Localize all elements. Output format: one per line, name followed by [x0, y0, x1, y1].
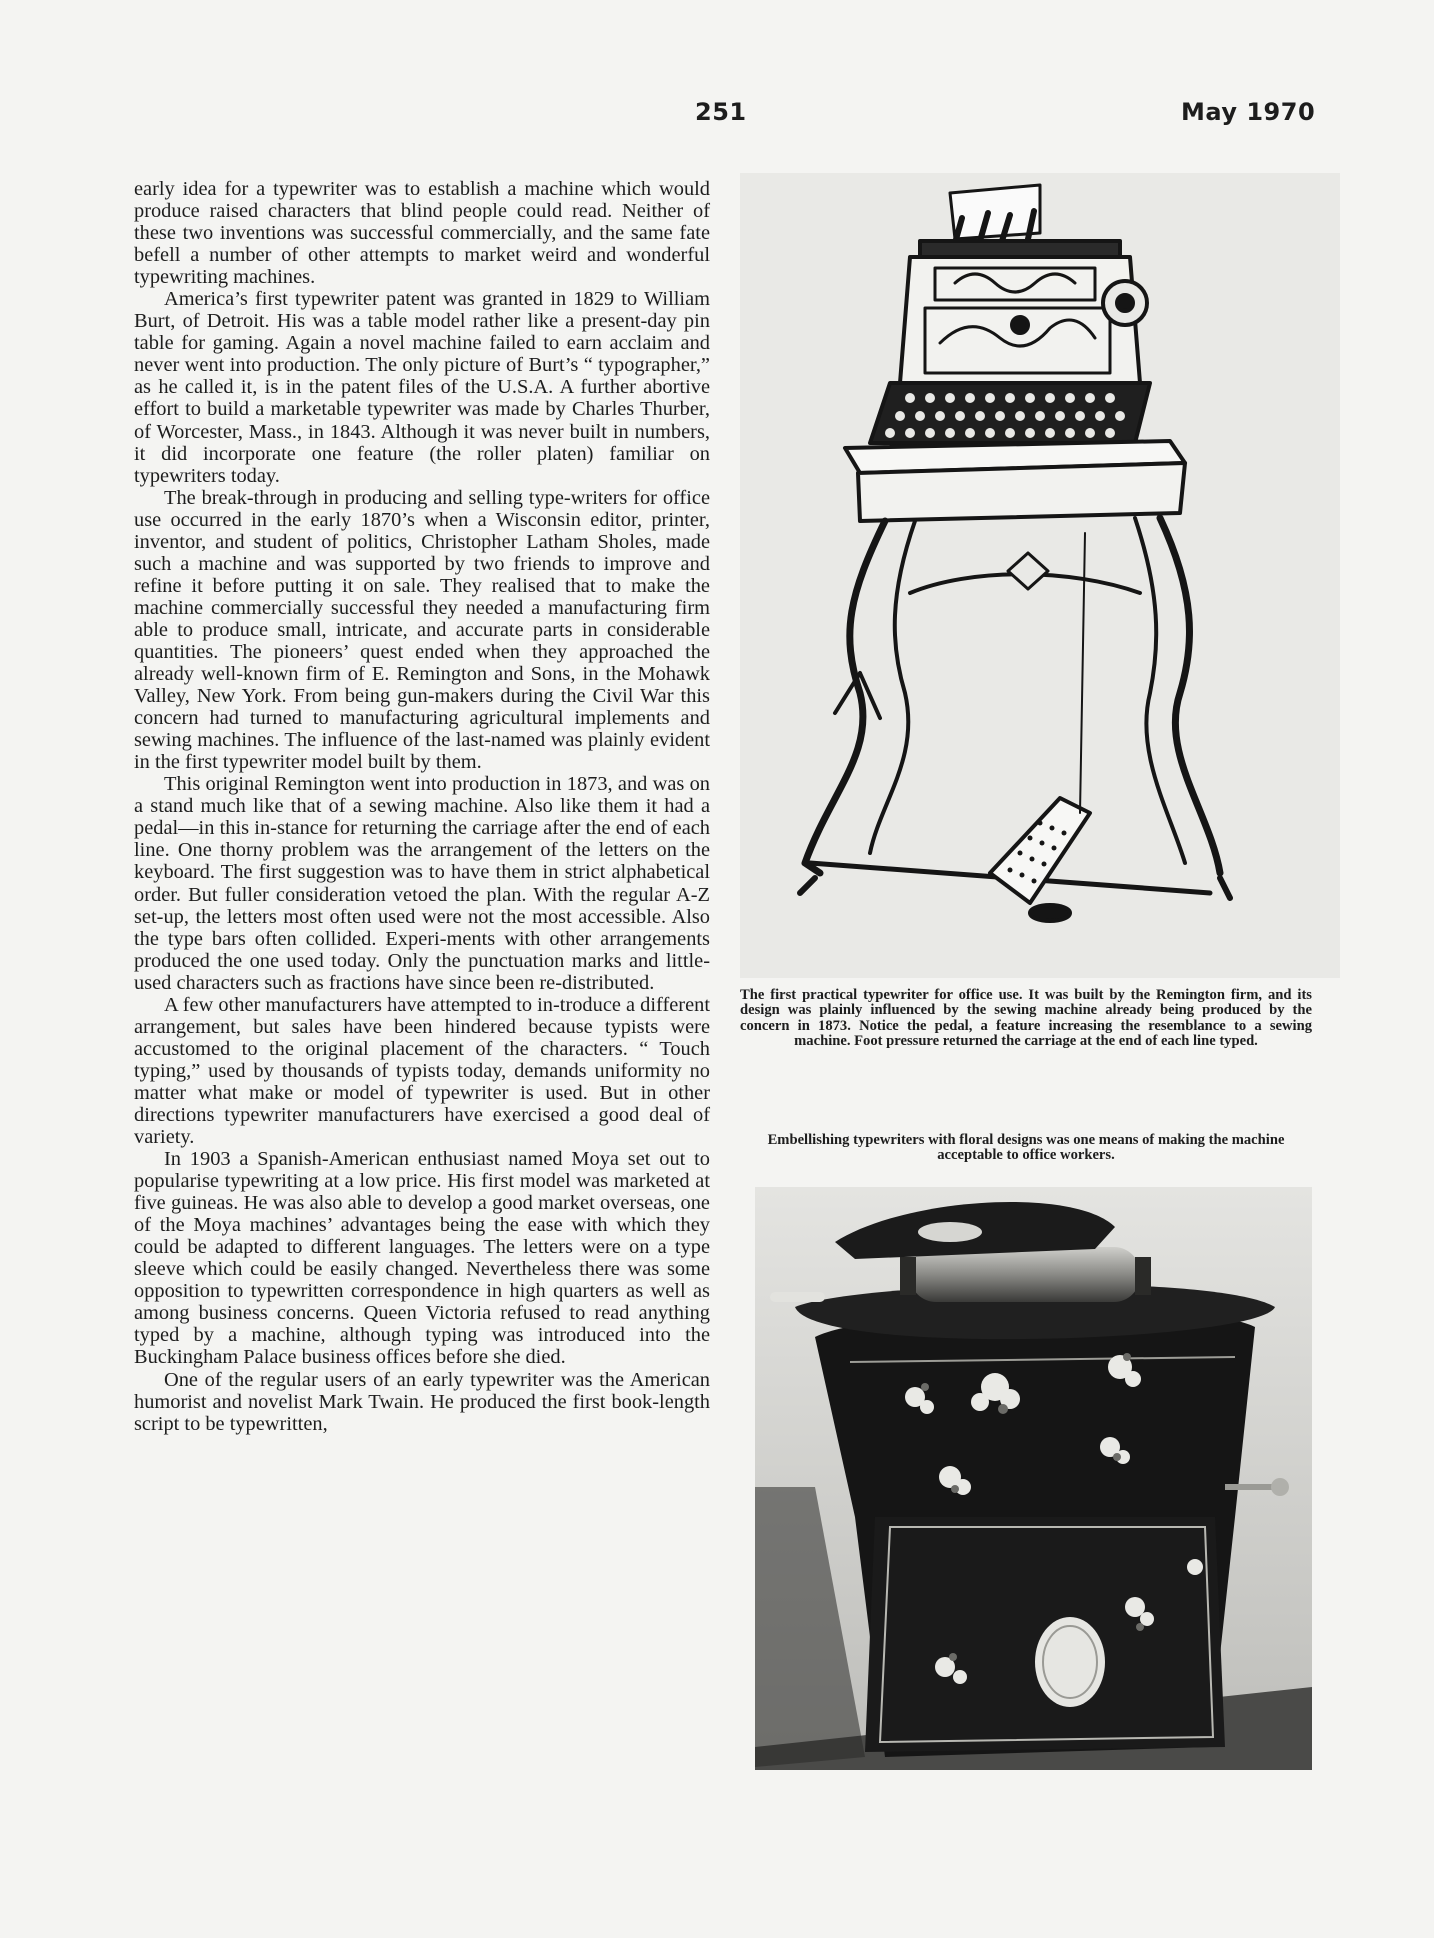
figure-caption-floral: Embellishing typewriters with floral designs was one means of making the machine acceptable to office workers. — [767, 1132, 1285, 1164]
floral-typewriter-photo — [755, 1187, 1312, 1770]
article-paragraph: The break-through in producing and selling type-writers for office use occurred in the early 1870’s when a Wisconsin editor, printer, inventor, and student of politics, Christopher Latham Sholes, made such a machine and was supported by two friends to improve and refine it before putting it on sale. They realised that to make the machine commercially successful they needed a manufacturing firm able to produce small, intricate, and accurate parts in considerable quantities. The pioneers’ quest ended when they approached the already well-known firm of E. Remington and Sons, in the Mohawk Valley, New York. From being gun-makers during the Civil War this concern had turned to manufacturing agricultural implements and sewing machines. The influence of the last-named was plainly evident in the first typewriter model built by them. — [134, 486, 710, 774]
article-paragraph: A few other manufacturers have attempted to in-troduce a different arrangement, but sales have been hindered because typists were accustomed to the original placement of the characters. “ Touch typing,” used by thousands of typists today, demands uniformity no matter what make or model of typewriter is used. But in other directions typewriter manufacturers have exercised a good deal of variety. — [134, 993, 710, 1149]
page-number: 251 — [695, 98, 747, 126]
article-paragraph: America’s first typewriter patent was granted in 1829 to William Burt, of Detroit. His was a table model rather like a present-day pin table for gaming. Again a novel machine failed to earn acclaim and never went into production. The only picture of Burt’s “ typographer,” as he called it, is in the patent files of the U.S.A. A further abortive effort to build a marketable typewriter was made by Charles Thurber, of Worcester, Mass., in 1843. Although it was never built in numbers, it did incorporate one feature (the roller platen) familiar on typewriters today. — [134, 288, 710, 487]
article-paragraph: early idea for a typewriter was to establish a machine which would produce raised characters that blind people could read. Neither of these two inventions was successful commercially, and the same fate befell a number of other attempts to market weird and wonderful typewriting machines. — [134, 178, 710, 289]
article-paragraph: One of the regular users of an early typewriter was the American humorist and novelist Mark Twain. He produced the first book-length script to be typewritten, — [134, 1368, 710, 1435]
remington-typewriter-illustration — [740, 173, 1340, 978]
article-paragraph: This original Remington went into production in 1873, and was on a stand much like that of a sewing machine. Also like them it had a pedal—in this in-stance for returning the carriage after the end of each line. One thorny problem was the arrangement of the letters on the keyboard. The first suggestion was to have them in strict alphabetical order. But fuller consideration vetoed the plan. With the regular A-Z set-up, the letters most often used were not the most accessible. Also the type bars often collided. Experi-ments with other arrangements produced the one used today. Only the punctuation marks and little-used characters such as fractions have since been re-distributed. — [134, 773, 710, 994]
article-paragraph: In 1903 a Spanish-American enthusiast named Moya set out to popularise typewriting at a low price. His first model was marketed at five guineas. He was also able to develop a good market overseas, one of the Moya machines’ advantages being the ease with which they could be adapted to different languages. The letters were on a type sleeve which could be easily changed. Nevertheless there was some opposition to typewritten correspondence in high quarters as well as among business concerns. Queen Victoria refused to read anything typed by a machine, although typing was introduced into the Buckingham Palace business offices before she died. — [134, 1148, 710, 1369]
article-body — [134, 178, 710, 1435]
issue-date: May 1970 — [1181, 98, 1316, 126]
figure-caption-remington: The first practical typewriter for office use. It was built by the Remington firm, and its design was plainly influenced by the sewing machine already being produced by the concern in 1873. Notice the pedal, a feature increasing the resemblance to a sewing machine. Foot pressure returned the carriage at the end of each line typed. — [740, 987, 1312, 1049]
